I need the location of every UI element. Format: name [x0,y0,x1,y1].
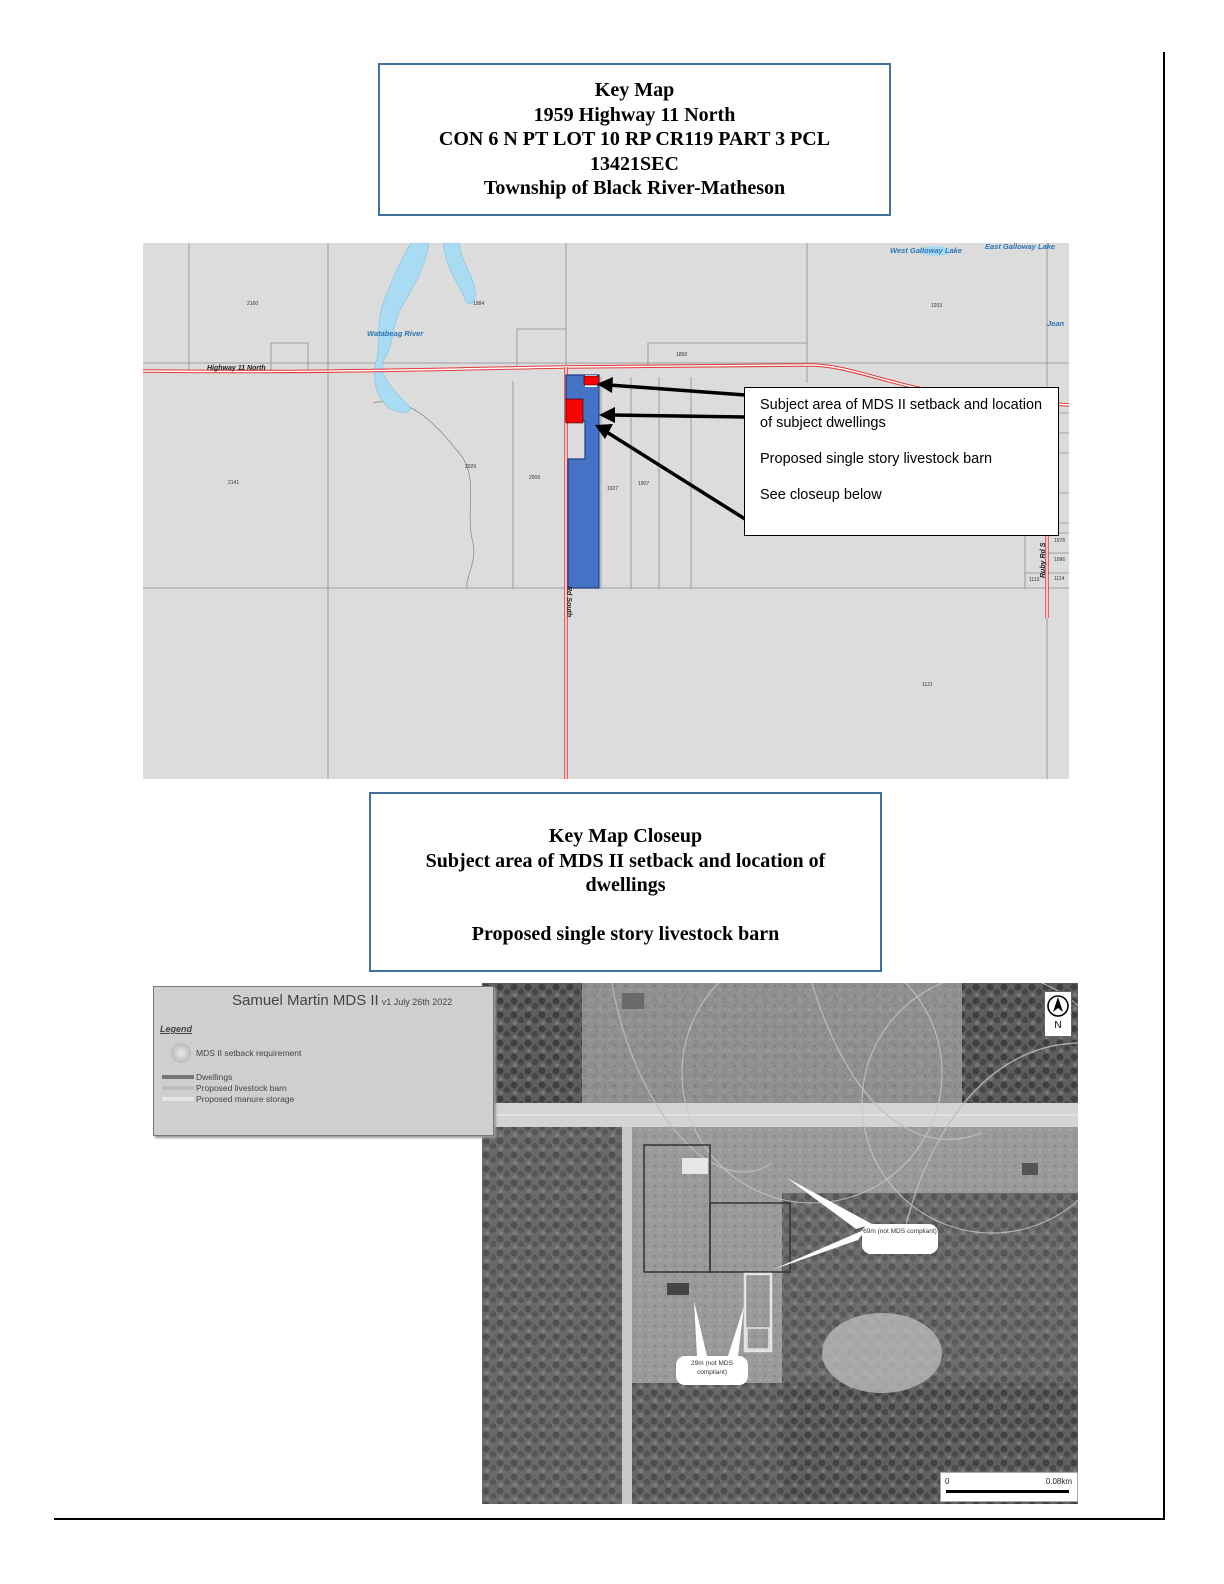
north-arrow [1044,991,1072,1037]
closeup-dwellings-line: dwellings [585,874,666,896]
scale-end: 0.08km [1045,1477,1072,1486]
distance-callout-69m: 69m (not MDS compliant) [862,1224,938,1254]
callout-livestock-barn: Proposed single story livestock barn [760,451,993,467]
parcel-2141: 2141 [228,480,240,486]
key-map-address: 1959 Highway 11 North [533,103,736,126]
legend-version: v1 July 26th 2022 [381,997,453,1007]
parcel-1076: 1076 [1054,538,1066,544]
parcel-1850: 1850 [676,352,688,358]
watabeag-river-label: Watabeag River [367,329,424,338]
proposed-livestock-barn [566,399,583,423]
closeup-title: Key Map Closeup [548,825,703,847]
parcel-1096: 1096 [1054,557,1066,563]
parcel-1927: 1927 [607,486,619,492]
manure-storage-swatch [162,1097,194,1101]
page-border-right [1163,52,1165,1520]
highway-11-north-label: Highway 11 North [207,365,266,372]
parcel-2009: 2009 [529,475,541,481]
livestock-barn-swatch [162,1086,194,1090]
mds-setback-swatch [171,1043,191,1063]
parcel-1114: 1114 [1054,576,1065,582]
closeup-title-box [369,792,882,972]
key-map-callout [744,387,1059,536]
legend-mds-setback: MDS II setback requirement [196,1048,302,1058]
legend-heading: Legend [160,1024,193,1034]
key-map-township: Township of Black River-Matheson [483,177,786,199]
east-galloway-lake-label: East Galloway Lake [985,243,1056,251]
parcel-1203: 1203 [931,303,943,309]
north-label: N [1054,1020,1062,1031]
closeup-subject-line: Subject area of MDS II setback and location of [425,849,826,872]
subject-dwellings [584,376,599,385]
rd-south-label: Rd South [565,586,572,618]
page-border-bottom [54,1518,1165,1520]
key-map-legal-description: CON 6 N PT LOT 10 RP CR119 PART 3 PCL [438,128,831,150]
parcel-2029: 2029 [465,464,477,470]
dwelling-2 [667,1283,689,1295]
dwellings-swatch [162,1075,194,1079]
scale-bar [940,1472,1078,1502]
callout-subject-area: Subject area of MDS II setback and location of subject dwellings [760,397,1043,431]
closeup-barn-line: Proposed single story livestock barn [471,922,780,945]
legend-livestock-barn: Proposed livestock barn [196,1083,287,1093]
callout-see-closeup: See closeup below [760,487,882,503]
ruby-rd-s-label: Ruby Rd S [1040,542,1047,578]
legend-manure-storage: Proposed manure storage [196,1094,295,1104]
legend-dwellings: Dwellings [196,1072,233,1082]
side-road-aerial [622,1127,632,1504]
dwelling-1 [682,1158,708,1174]
key-map-title-box [378,63,891,216]
parcel-1907: 1907 [638,481,650,487]
parcel-2160: 2160 [247,301,259,307]
jean-lake-label: Jean [1047,319,1065,328]
north-arrow-icon [1045,992,1071,1020]
distance-callout-29m: 29m (not MDS compliant) [676,1356,748,1385]
aerial-legend [153,986,494,1136]
parcel-1984: 1984 [473,301,485,307]
key-map-title: Key Map [594,79,675,101]
scale-start: 0 [945,1477,950,1486]
key-map-parcel-number: 13421SEC [590,152,679,175]
aerial-photo [482,983,1078,1504]
parcel-1121: 1121 [922,682,933,688]
legend-title: Samuel Martin MDS II [232,992,379,1009]
west-galloway-lake-label: West Galloway Lake [890,246,962,255]
parcel-1113: 1113 [1029,577,1040,583]
